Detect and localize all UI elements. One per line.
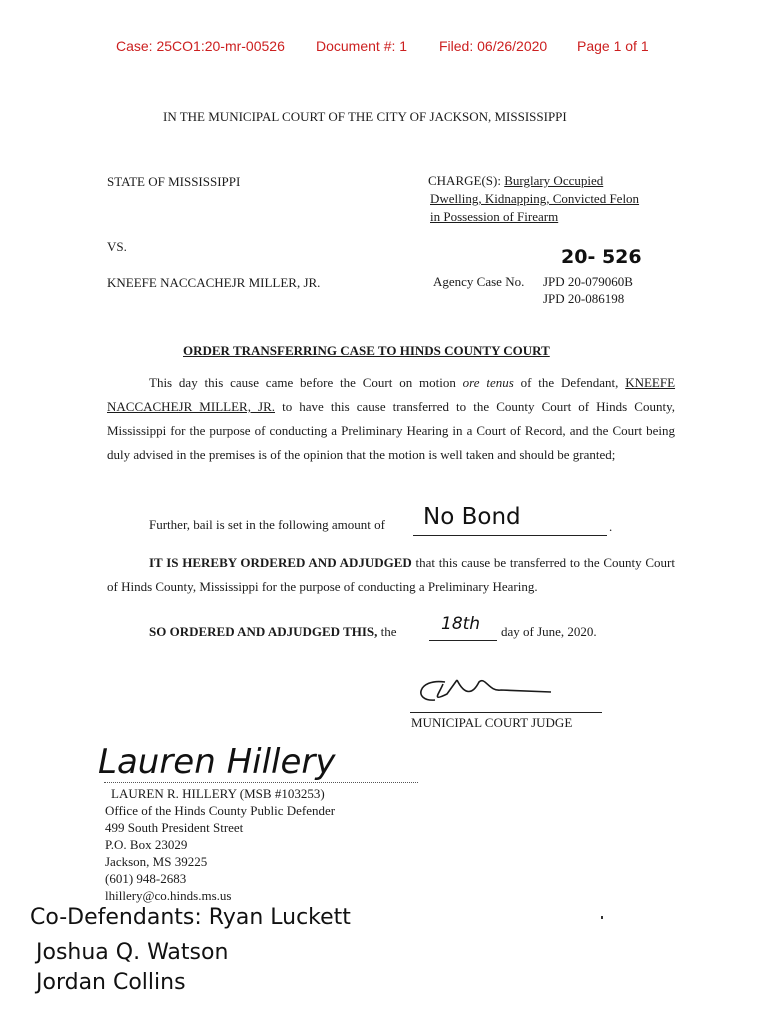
attorney-phone: (601) 948-2683 [105,871,187,886]
paragraph-1-defendant: KNEEFE NACCACHEJR MILLER, JR. [107,375,676,414]
charges-line-3: in Possession of Firearm [430,209,559,224]
paragraph-1-text-a: This day this cause came before the Court on motion [149,375,456,390]
paragraph-1-text-c: to have this cause transferred to the County Court of Hinds County, Mississippi for the purpose of conducting a Preliminary Hearing in a Court of Record, and the Court being duly advised in the premises is of the opinion that the motion is well taken and should be granted; [107,399,675,462]
bail-amount-handwritten: No Bond [423,504,521,530]
paragraph-1-text-b: of the Defendant, [520,375,619,390]
header-page-count: Page 1 of 1 [577,38,649,54]
agency-case-number-1: JPD 20-079060B [543,274,633,289]
court-title: IN THE MUNICIPAL COURT OF THE CITY OF JACKSON, MISSISSIPPI [163,109,567,124]
attorney-email: lhillery@co.hinds.ms.us [105,888,232,903]
judge-signature-line [410,712,602,713]
attorney-signature-line [104,782,418,783]
defendant-name: KNEEFE NACCACHEJR MILLER, JR. [107,275,321,290]
bail-period: . [609,519,613,534]
charges-label: CHARGE(S): [428,173,501,188]
attorney-street: 499 South President Street [105,820,244,835]
bail-text: Further, bail is set in the following amount of [149,517,385,532]
plaintiff-name: STATE OF MISSISSIPPI [107,174,241,189]
judge-signature [405,672,555,712]
attorney-name: LAUREN R. HILLERY (MSB #103253) [111,786,325,801]
codefendants-line-1: Co-Defendants: Ryan Luckett [30,905,351,930]
order-paragraph-3 [107,551,675,599]
day-line [429,640,497,641]
day-handwritten: 18th [441,614,481,634]
header-document-number: Document #: 1 [316,38,408,54]
codefendants-line-3: Jordan Collins [36,970,186,995]
paragraph-1-latin-term: ore tenus [462,375,514,390]
charges-text-1: Burglary Occupied [504,173,604,188]
so-ordered-the: the [380,624,397,639]
versus-label: VS. [107,239,127,254]
handwritten-case-number: 20- 526 [561,246,642,268]
attorney-city: Jackson, MS 39225 [105,854,208,869]
stray-mark [601,916,603,919]
order-title: ORDER TRANSFERRING CASE TO HINDS COUNTY COURT [183,343,550,358]
order-paragraph-1 [107,371,675,467]
attorney-po-box: P.O. Box 23029 [105,837,188,852]
paragraph-3-text: that this cause be transferred to the County Court of Hinds County, Mississippi for the purpose of conducting a Preliminary Hearing. [107,555,675,594]
codefendants-line-2: Joshua Q. Watson [36,940,229,965]
so-ordered-bold: SO ORDERED AND ADJUDGED THIS, [149,624,378,639]
agency-case-number-2: JPD 20-086198 [543,291,625,306]
agency-case-label: Agency Case No. [433,274,525,289]
attorney-signature: Lauren Hillery [98,742,336,782]
judge-title: MUNICIPAL COURT JUDGE [411,715,573,730]
so-ordered-line [149,624,397,640]
so-ordered-date: day of June, 2020. [501,624,597,639]
charges-line-2: Dwelling, Kidnapping, Convicted Felon [430,191,640,206]
header-filed-date: Filed: 06/26/2020 [439,38,548,54]
header-case-number: Case: 25CO1:20-mr-00526 [116,38,285,54]
attorney-office: Office of the Hinds County Public Defender [105,803,336,818]
bail-amount-line [413,535,607,536]
charges-line-1 [428,173,603,189]
ordered-adjudged-bold: IT IS HEREBY ORDERED AND ADJUDGED [149,555,412,570]
